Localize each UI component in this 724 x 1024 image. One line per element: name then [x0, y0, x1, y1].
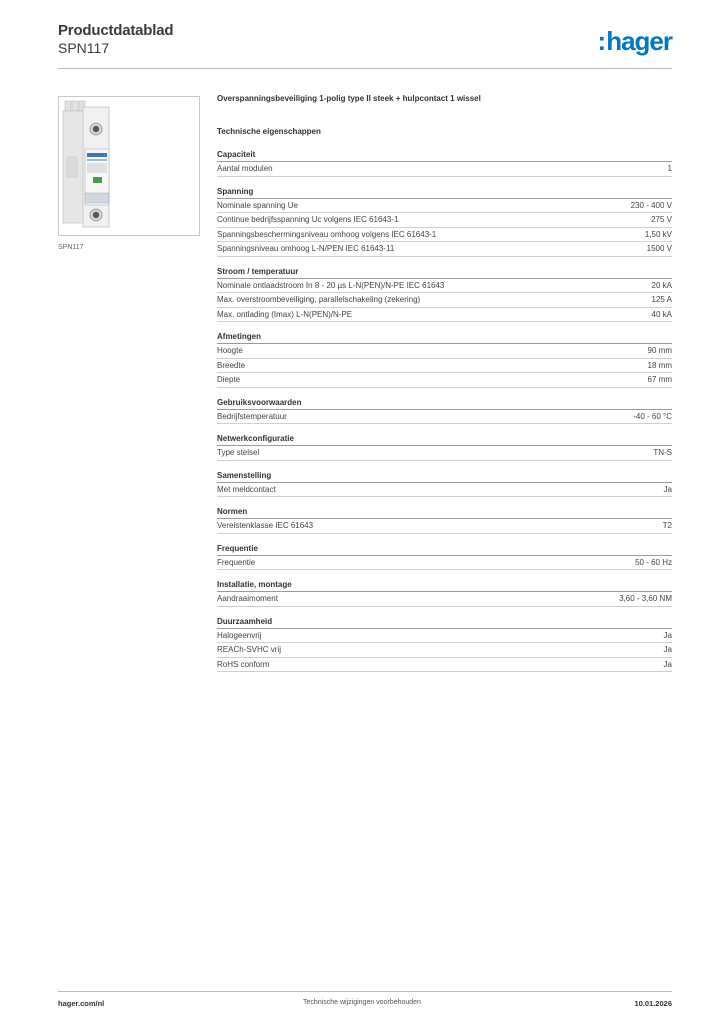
spec-value: 40 kA	[651, 309, 672, 319]
spec-value: Ja	[663, 645, 672, 654]
spec-row	[217, 344, 672, 359]
spec-value: 18 mm	[647, 360, 672, 370]
spec-group	[217, 186, 672, 257]
spec-value: 1	[667, 164, 672, 173]
surge-protector-module-image	[59, 97, 199, 235]
spec-label: Vereistenklasse IEC 61643	[217, 521, 314, 530]
spec-row	[217, 199, 672, 214]
spec-groups	[217, 149, 672, 672]
spec-value: 3,60 - 3,60 NM	[619, 594, 672, 603]
spec-value: 1,50 kV	[644, 229, 672, 239]
spec-label: Nominale ontlaadstroom In 8 - 20 µs L-N(PEN)/N-PE IEC 61643	[217, 280, 445, 290]
spec-value: Ja	[663, 630, 672, 640]
image-caption: SPN117	[58, 244, 84, 251]
spec-row	[217, 556, 672, 571]
spec-label: Aantal modulen	[217, 164, 273, 173]
footer-date: 10.01.2026	[634, 999, 672, 1008]
spec-value: 20 kA	[651, 280, 672, 290]
footer-website: hager.com/nl	[58, 999, 105, 1008]
spec-heading: Technische eigenschappen	[217, 127, 321, 136]
spec-group	[217, 543, 672, 571]
spec-value: Ja	[663, 484, 672, 494]
spec-label: Breedte	[217, 360, 246, 370]
spec-label: Max. overstroombeveiliging, parallelschakeling (zekering)	[217, 295, 421, 304]
spec-group-title: Spanning	[217, 186, 672, 199]
spec-value: 50 - 60 Hz	[635, 557, 672, 567]
spec-value: 90 mm	[647, 346, 672, 355]
spec-label: Aandraaimoment	[217, 594, 278, 603]
product-description: Overspanningsbeveiliging 1-polig type II steek + hulpcontact 1 wissel	[217, 94, 481, 103]
spec-group-title: Afmetingen	[217, 331, 672, 344]
spec-label: Diepte	[217, 375, 241, 384]
spec-group-title: Stroom / temperatuur	[217, 266, 672, 279]
spec-value: 275 V	[651, 215, 672, 224]
spec-value: 125 A	[651, 295, 672, 304]
footer-divider	[58, 991, 672, 992]
spec-group	[217, 149, 672, 177]
spec-label: Met meldcontact	[217, 484, 276, 494]
page-title: Productdatablad	[58, 22, 174, 39]
spec-label: Spanningsbeschermingsniveau omhoog volgens IEC 61643-1	[217, 229, 437, 239]
spec-row	[217, 658, 672, 673]
spec-row	[217, 359, 672, 374]
spec-row	[217, 373, 672, 388]
spec-label: Continue bedrijfsspanning Uc volgens IEC 61643-1	[217, 215, 399, 224]
spec-row	[217, 643, 672, 658]
spec-group-title: Installatie, montage	[217, 579, 672, 592]
spec-group-title: Gebruiksvoorwaarden	[217, 397, 672, 410]
spec-group-title: Samenstelling	[217, 470, 672, 483]
spec-label: Frequentie	[217, 557, 256, 567]
spec-group-title: Duurzaamheid	[217, 616, 672, 629]
spec-row	[217, 242, 672, 257]
spec-group	[217, 397, 672, 425]
spec-label: Bedrijfstemperatuur	[217, 411, 287, 421]
spec-value: TN-S	[653, 448, 672, 457]
hager-logo	[598, 26, 672, 57]
spec-group-title: Netwerkconfiguratie	[217, 433, 672, 446]
spec-group	[217, 579, 672, 607]
spec-row	[217, 279, 672, 294]
spec-group-title: Frequentie	[217, 543, 672, 556]
footer-disclaimer: Technische wijzigingen voorbehouden	[303, 999, 421, 1006]
spec-label: Halogeenvrij	[217, 630, 262, 640]
spec-group	[217, 266, 672, 323]
spec-value: Ja	[663, 659, 672, 669]
product-code: SPN117	[58, 40, 110, 56]
spec-group-title: Capaciteit	[217, 149, 672, 162]
spec-row	[217, 293, 672, 308]
spec-row	[217, 629, 672, 644]
logo-text: hager	[606, 26, 672, 56]
spec-value: -40 - 60 °C	[633, 411, 672, 421]
spec-group	[217, 616, 672, 673]
spec-row	[217, 308, 672, 323]
spec-label: Type stelsel	[217, 448, 260, 457]
spec-row	[217, 483, 672, 498]
spec-row	[217, 162, 672, 177]
spec-group-title: Normen	[217, 506, 672, 519]
spec-group	[217, 470, 672, 498]
spec-value: 1500 V	[646, 244, 672, 253]
product-image-frame	[58, 96, 200, 236]
spec-label: REACh-SVHC vrij	[217, 645, 282, 654]
spec-row	[217, 213, 672, 228]
spec-group	[217, 506, 672, 534]
spec-row	[217, 228, 672, 243]
spec-row	[217, 410, 672, 425]
logo-colon: :	[597, 26, 606, 56]
spec-label: Spanningsniveau omhoog L-N/PEN IEC 61643-11	[217, 244, 395, 253]
spec-value: 67 mm	[647, 375, 672, 384]
spec-label: Nominale spanning Ue	[217, 200, 298, 210]
spec-row	[217, 446, 672, 461]
header-divider	[58, 68, 672, 69]
spec-value: 230 - 400 V	[630, 200, 672, 210]
spec-row	[217, 592, 672, 607]
spec-label: Hoogte	[217, 346, 243, 355]
spec-row	[217, 519, 672, 534]
spec-group	[217, 433, 672, 461]
spec-label: RoHS conform	[217, 659, 270, 669]
spec-label: Max. ontlading (Imax) L-N(PEN)/N-PE	[217, 309, 353, 319]
spec-group	[217, 331, 672, 388]
spec-content	[217, 94, 672, 681]
spec-value: T2	[662, 521, 672, 530]
